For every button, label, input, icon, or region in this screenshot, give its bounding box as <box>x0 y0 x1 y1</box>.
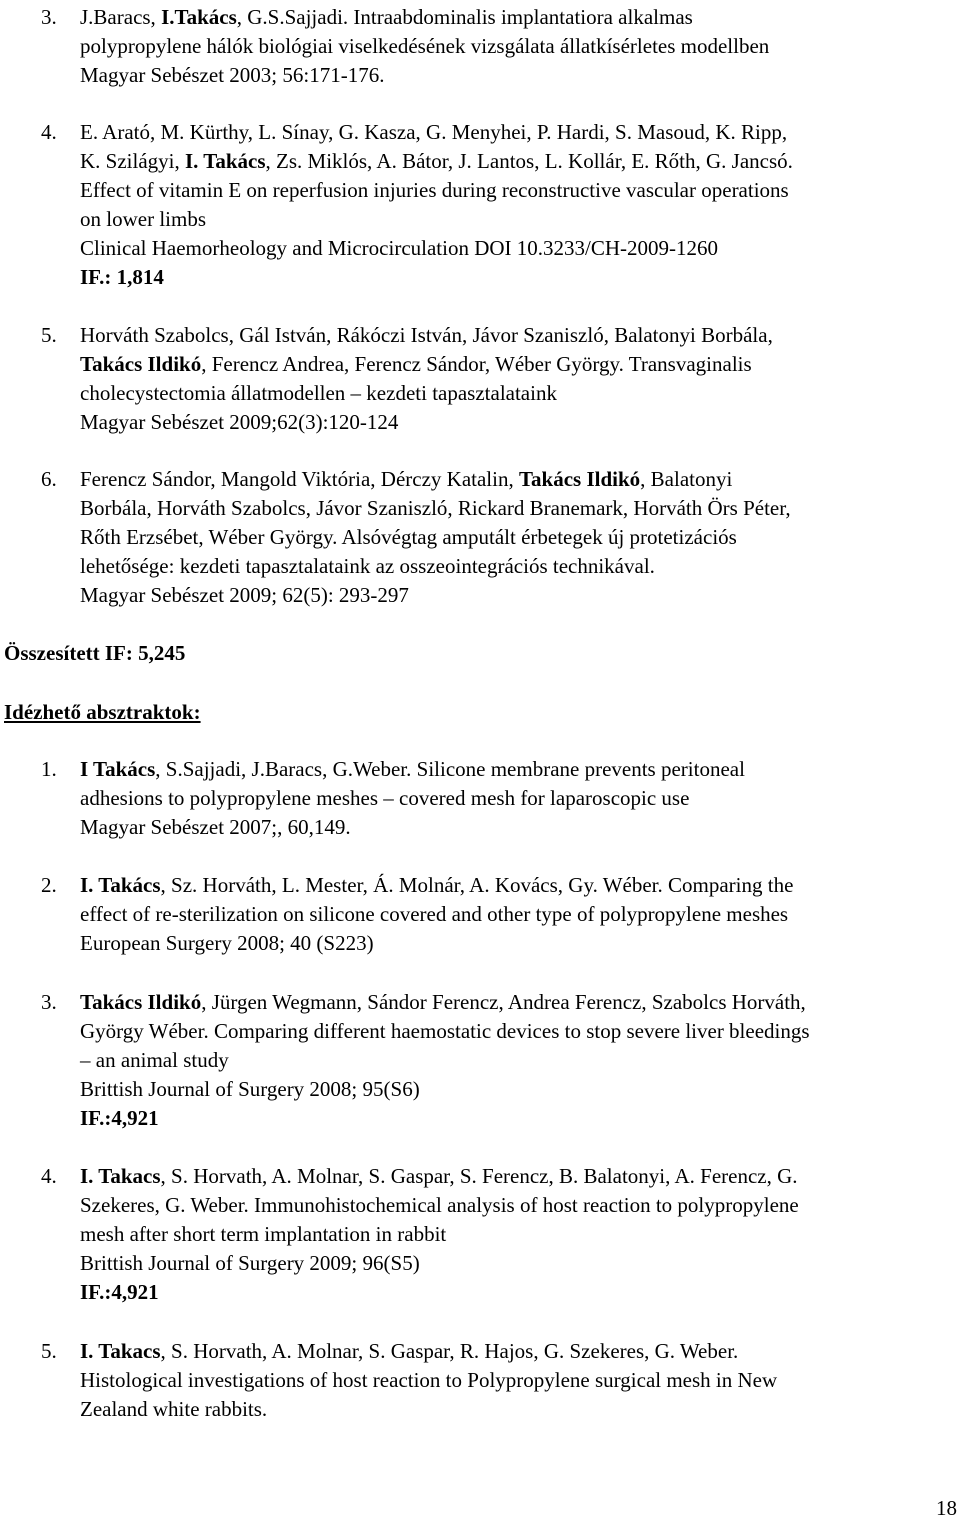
publication-line <box>80 118 793 147</box>
abstract-line <box>80 1191 799 1220</box>
author-highlight: IF.:4,921 <box>80 1280 159 1304</box>
text-segment: E. Arató, M. Kürthy, L. Sínay, G. Kasza, G. Menyhei, P. Hardi, S. Masoud, K. Ripp, <box>80 120 788 144</box>
text-segment: Brittish Journal of Surgery 2009; 96(S5) <box>80 1251 420 1275</box>
text-segment: , Jürgen Wegmann, Sándor Ferencz, Andrea Ferencz, Szabolcs Horváth, <box>201 990 806 1014</box>
author-highlight: Takács Ildikó <box>518 467 641 491</box>
total-impact-factor: Összesített IF: 5,245 <box>4 641 186 665</box>
publication-entry <box>0 465 791 610</box>
text-segment: György Wéber. Comparing different haemostatic devices to stop severe liver bleedings <box>80 1019 810 1043</box>
publication-number: 4. <box>41 120 57 144</box>
text-segment: – an animal study <box>80 1048 229 1072</box>
text-segment: effect of re-sterilization on silicone covered and other type of polypropylene meshes <box>80 902 789 926</box>
author-highlight: I. Takács <box>185 149 266 173</box>
text-segment: , Sz. Horváth, L. Mester, Á. Molnár, A. Kovács, Gy. Wéber. Comparing the <box>160 873 794 897</box>
publication-line <box>80 465 791 494</box>
text-segment: mesh after short term implantation in rabbit <box>80 1222 447 1246</box>
text-segment: lehetősége: kezdeti tapasztalataink az osszeointegrációs technikával. <box>80 554 655 578</box>
abstract-line <box>80 1366 777 1395</box>
abstract-entry <box>0 988 810 1133</box>
text-segment: Magyar Sebészet 2009;62(3):120-124 <box>80 410 399 434</box>
abstract-line <box>80 813 745 842</box>
abstract-line <box>80 1249 799 1278</box>
author-highlight: I. Takacs <box>80 1164 161 1188</box>
text-segment: Borbála, Horváth Szabolcs, Jávor Szaniszló, Rickard Branemark, Horváth Örs Péter, <box>80 496 791 520</box>
publication-line <box>80 581 791 610</box>
text-segment: Histological investigations of host reaction to Polypropylene surgical mesh in New <box>80 1368 778 1392</box>
text-segment: , S.Sajjadi, J.Baracs, G.Weber. Silicone membrane prevents peritoneal <box>155 757 745 781</box>
abstract-line <box>80 1104 810 1133</box>
author-highlight: I Takács <box>80 757 156 781</box>
publication-line <box>80 234 793 263</box>
publication-line <box>80 552 791 581</box>
author-highlight: IF.:4,921 <box>80 1106 159 1130</box>
abstract-line <box>80 871 793 900</box>
text-segment: adhesions to polypropylene meshes – covered mesh for laparoscopic use <box>80 786 690 810</box>
abstract-line <box>80 1017 810 1046</box>
publication-line <box>80 494 791 523</box>
text-segment: Szekeres, G. Weber. Immunohistochemical analysis of host reaction to polypropylene <box>80 1193 799 1217</box>
page-number: 18 <box>936 1496 957 1520</box>
text-segment: Ferencz Sándor, Mangold Viktória, Dérczy Katalin, <box>80 467 519 491</box>
publication-line <box>80 61 769 90</box>
author-highlight: Takács Ildikó <box>80 990 202 1014</box>
publication-entry <box>0 321 773 437</box>
abstract-number: 1. <box>41 757 57 781</box>
abstract-number: 2. <box>41 873 57 897</box>
text-segment: Zealand white rabbits. <box>80 1397 268 1421</box>
abstract-line <box>80 1162 799 1191</box>
publication-line <box>80 408 773 437</box>
text-segment: , Ferencz Andrea, Ferencz Sándor, Wéber György. Transvaginalis <box>201 352 752 376</box>
author-highlight: Takács Ildikó <box>80 352 202 376</box>
text-segment: J.Baracs, <box>80 5 162 29</box>
text-segment: Brittish Journal of Surgery 2008; 95(S6) <box>80 1077 420 1101</box>
abstract-line <box>80 929 793 958</box>
publication-line <box>80 147 793 176</box>
abstract-number: 4. <box>41 1164 57 1188</box>
text-segment: , S. Horvath, A. Molnar, S. Gaspar, R. Hajos, G. Szekeres, G. Weber. <box>160 1339 739 1363</box>
abstract-entry <box>0 1162 799 1307</box>
text-segment: K. Szilágyi, <box>80 149 185 173</box>
publication-number: 5. <box>41 323 57 347</box>
text-segment: , Balatonyi <box>640 467 733 491</box>
abstract-line <box>80 1046 810 1075</box>
publication-line <box>80 32 769 61</box>
publication-line <box>80 379 773 408</box>
text-segment: Effect of vitamin E on reperfusion injuries during reconstructive vascular operations <box>80 178 789 202</box>
text-segment: , Zs. Miklós, A. Bátor, J. Lantos, L. Kollár, E. Rőth, G. Jancsó. <box>265 149 793 173</box>
publication-entry <box>0 3 769 90</box>
abstract-entry <box>0 755 745 842</box>
text-segment: , G.S.Sajjadi. Intraabdominalis implantatiora alkalmas <box>236 5 693 29</box>
text-segment: European Surgery 2008; 40 (S223) <box>80 931 374 955</box>
publication-line <box>80 205 793 234</box>
abstract-entry <box>0 871 793 958</box>
publication-entry <box>0 118 793 292</box>
abstract-line <box>80 1337 777 1366</box>
text-segment: Magyar Sebészet 2009; 62(5): 293-297 <box>80 583 409 607</box>
publication-line <box>80 263 793 292</box>
abstract-line <box>80 988 810 1017</box>
publication-line <box>80 3 769 32</box>
text-segment: Horváth Szabolcs, Gál István, Rákóczi István, Jávor Szaniszló, Balatonyi Borbála, <box>80 323 773 347</box>
abstract-entry <box>0 1337 777 1424</box>
abstract-line <box>80 755 745 784</box>
author-highlight: I. Takacs <box>80 1339 161 1363</box>
author-highlight: I. Takács <box>80 873 161 897</box>
text-segment: on lower limbs <box>80 207 206 231</box>
author-highlight: IF.: 1,814 <box>80 265 164 289</box>
publication-number: 3. <box>41 5 57 29</box>
abstracts-heading: Idézhető absztraktok: <box>4 700 201 724</box>
text-segment: cholecystectomia állatmodellen – kezdeti tapasztalataink <box>80 381 557 405</box>
text-segment: , S. Horvath, A. Molnar, S. Gaspar, S. Ferencz, B. Balatonyi, A. Ferencz, G. <box>160 1164 798 1188</box>
abstract-line <box>80 900 793 929</box>
abstract-line <box>80 784 745 813</box>
text-segment: Rőth Erzsébet, Wéber György. Alsóvégtag amputált érbetegek új protetizációs <box>80 525 737 549</box>
publication-line <box>80 176 793 205</box>
publication-number: 6. <box>41 467 57 491</box>
abstract-line <box>80 1220 799 1249</box>
abstract-line <box>80 1075 810 1104</box>
text-segment: Clinical Haemorheology and Microcirculation DOI 10.3233/CH-2009-1260 <box>80 236 719 260</box>
publication-line <box>80 350 773 379</box>
abstract-number: 5. <box>41 1339 57 1363</box>
abstract-number: 3. <box>41 990 57 1014</box>
publication-line <box>80 321 773 350</box>
publication-line <box>80 523 791 552</box>
text-segment: Magyar Sebészet 2003; 56:171-176. <box>80 63 385 87</box>
text-segment: polypropylene hálók biológiai viselkedésének vizsgálata állatkísérletes modellben <box>80 34 770 58</box>
abstract-line <box>80 1395 777 1424</box>
text-segment: Magyar Sebészet 2007;, 60,149. <box>80 815 351 839</box>
author-highlight: I.Takács <box>161 5 237 29</box>
abstract-line <box>80 1278 799 1307</box>
